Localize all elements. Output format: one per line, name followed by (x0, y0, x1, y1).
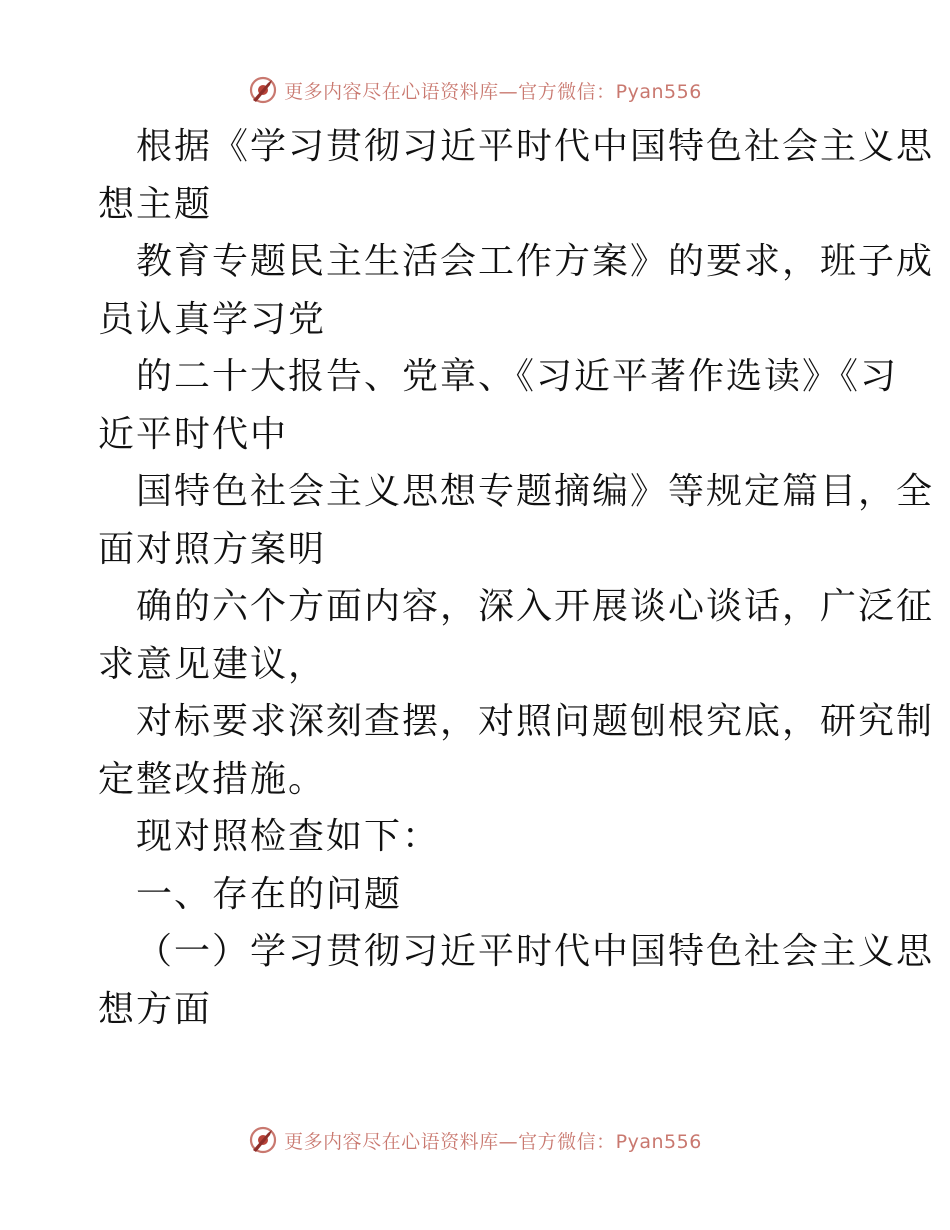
header-banner (0, 70, 950, 110)
document-body (98, 118, 935, 1038)
body-line: 求意见建议， (98, 643, 327, 685)
footer-banner (0, 1120, 950, 1160)
body-line: 对标要求深刻查摆，对照问题刨根究底，研究制 (136, 701, 935, 742)
body-line: 面对照方案明 (98, 528, 327, 570)
body-line: 定整改措施。 (98, 758, 327, 800)
footer-banner-text: 更多内容尽在心语资料库—官方微信：Pyan556 (284, 1130, 702, 1153)
body-line: 想方面 (98, 988, 213, 1030)
body-line: 想主题 (98, 183, 213, 225)
feather-pen-seal-icon (248, 75, 278, 105)
body-line: 现对照检查如下： (136, 816, 441, 857)
section-heading: 一、存在的问题 (136, 873, 403, 915)
body-line: 的二十大报告、党章、《习近平著作选读》《习 (136, 356, 899, 397)
body-line: 确的六个方面内容，深入开展谈心谈话，广泛征 (136, 586, 935, 627)
header-banner-text: 更多内容尽在心语资料库—官方微信：Pyan556 (284, 80, 702, 103)
subsection-heading: （一）学习贯彻习近平时代中国特色社会主义思 (136, 931, 935, 972)
body-line: 近平时代中 (98, 413, 289, 455)
body-line: 教育专题民主生活会工作方案》的要求，班子成 (136, 241, 935, 282)
body-line: 根据《学习贯彻习近平时代中国特色社会主义思 (136, 126, 935, 167)
body-line: 国特色社会主义思想专题摘编》等规定篇目，全 (136, 471, 935, 512)
body-line: 员认真学习党 (98, 298, 327, 340)
feather-pen-seal-icon (248, 1125, 278, 1155)
